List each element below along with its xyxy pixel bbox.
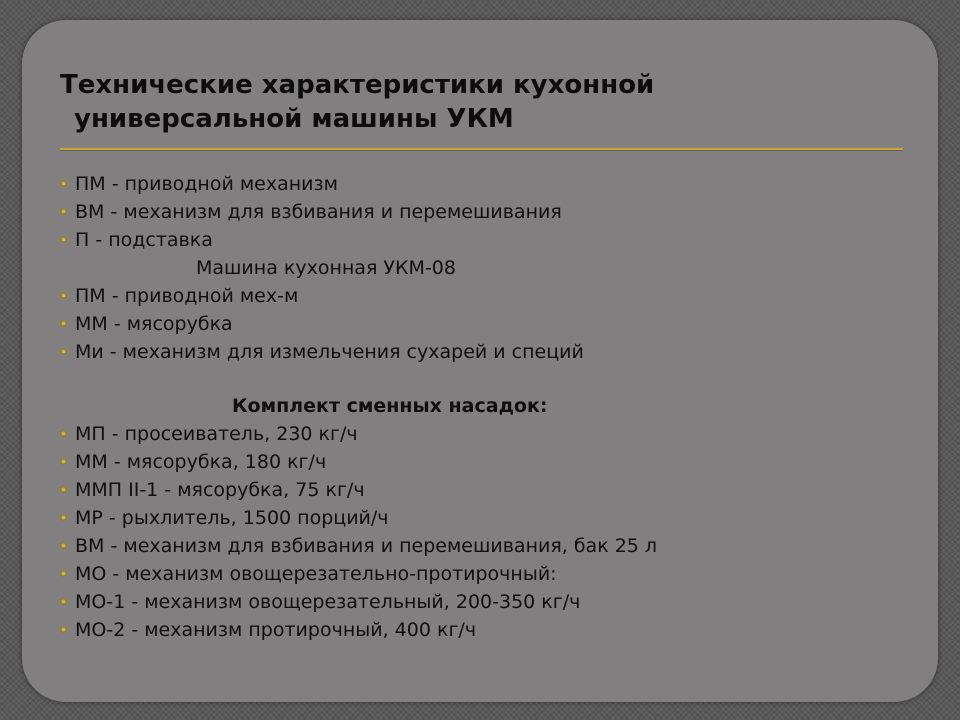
- slide-title: [60, 68, 920, 136]
- list-item: [60, 616, 920, 644]
- list-item: [60, 532, 920, 560]
- list-item: [60, 338, 920, 366]
- bullet-icon: [60, 430, 67, 437]
- bullet-icon: [60, 458, 67, 465]
- spacer: [60, 366, 920, 392]
- list-item-text: МР - рыхлитель, 1500 порций/ч: [75, 507, 389, 529]
- title-line-1: Технические характеристики кухонной: [60, 70, 655, 100]
- list-item-text: ВМ - механизм для взбивания и перемешивания, бак 25 л: [75, 535, 658, 557]
- machine-subheading: Машина кухонная УКМ-08: [196, 257, 456, 279]
- list-item-text: Ми - механизм для измельчения сухарей и специй: [75, 341, 584, 363]
- bullet-icon: [60, 208, 67, 215]
- list-item: [60, 282, 920, 310]
- list-item-text: ПМ - приводной механизм: [75, 173, 338, 195]
- list-item: [60, 476, 920, 504]
- list-item: [60, 560, 920, 588]
- bullet-icon: [60, 292, 67, 299]
- bullet-icon: [60, 348, 67, 355]
- title-line-2: универсальной машины УКМ: [74, 104, 514, 134]
- bullet-icon: [60, 180, 67, 187]
- bullet-icon: [60, 542, 67, 549]
- body-text: [60, 170, 920, 644]
- bullet-icon: [60, 598, 67, 605]
- list-item-text: МО - механизм овощерезательно-протирочный:: [75, 563, 557, 585]
- list-item: [60, 226, 920, 254]
- list-item: [60, 504, 920, 532]
- title-divider: [60, 148, 903, 150]
- list-item-text: П - подставка: [75, 229, 213, 251]
- bullet-icon: [60, 486, 67, 493]
- list-item-text: МП - просеиватель, 230 кг/ч: [75, 423, 358, 445]
- list-item-text: ВМ - механизм для взбивания и перемешивания: [75, 201, 562, 223]
- attachments-heading: Комплект сменных насадок:: [232, 395, 548, 417]
- list-item-text: ММ - мясорубка: [75, 313, 233, 335]
- list-item-text: ММ - мясорубка, 180 кг/ч: [75, 451, 327, 473]
- bullet-icon: [60, 236, 67, 243]
- list-item: [60, 448, 920, 476]
- list-item-text: МО-2 - механизм протирочный, 400 кг/ч: [75, 619, 477, 641]
- list-item: [60, 198, 920, 226]
- list-item-text: МО-1 - механизм овощерезательный, 200-350 кг/ч: [75, 591, 581, 613]
- bullet-icon: [60, 626, 67, 633]
- list-item: [60, 588, 920, 616]
- list-item-text: ПМ - приводной мех-м: [75, 285, 299, 307]
- bullet-icon: [60, 514, 67, 521]
- bullet-icon: [60, 320, 67, 327]
- list-item: [60, 310, 920, 338]
- bullet-icon: [60, 570, 67, 577]
- list-item-text: ММП II-1 - мясорубка, 75 кг/ч: [75, 479, 365, 501]
- list-item: [60, 420, 920, 448]
- list-item: [60, 170, 920, 198]
